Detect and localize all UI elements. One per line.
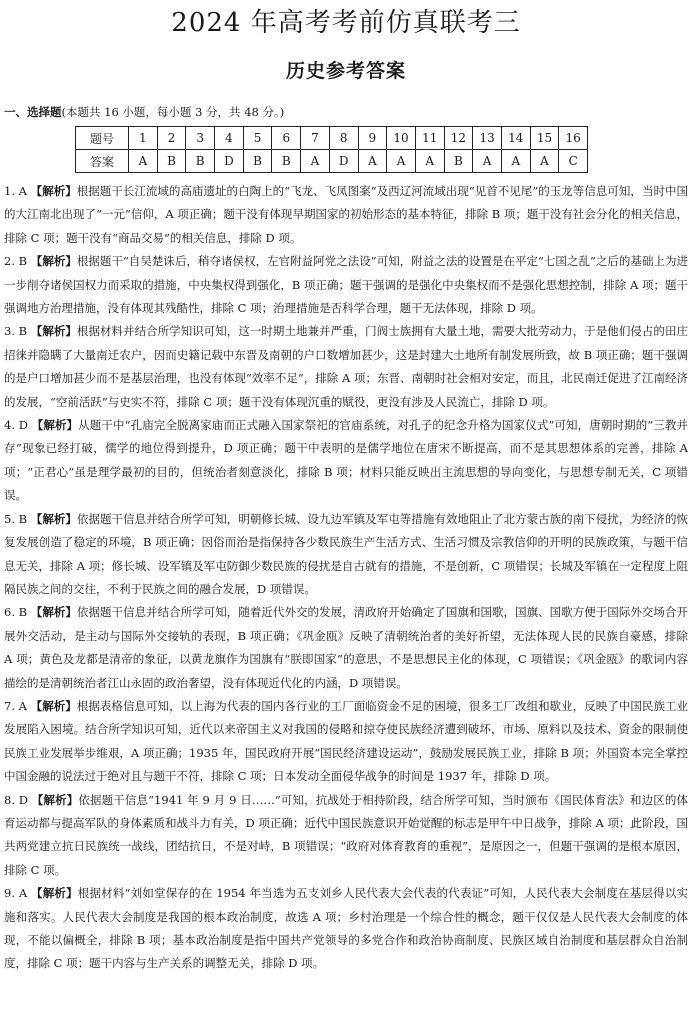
- section-note: (本题共 16 小题，每小题 3 分，共 48 分。): [61, 105, 285, 119]
- explanation-item: [4, 508, 688, 602]
- answer-cell: A: [501, 150, 530, 173]
- section-label: 一、选择题: [4, 105, 62, 119]
- answer-cell: C: [559, 150, 588, 173]
- analysis-tag: 【解析】: [31, 792, 79, 807]
- explanation-item: [4, 414, 688, 508]
- explanation-text: 依据题干信息“1941 年 9 月 9 日……”可知，抗战处于相持阶段，结合所学可知，当时颁布《国民体育法》和边区的体育运动都与提高军队的身体素质和战斗力有关，D 项正确；近代中国民族意识开始觉醒的标志是甲午中日战争，排除 A 项；此阶段，国共两党建立抗日民族统一战线，团结抗日，不是对峙，B 项错误；“政府对体育教育的重视”，是原因之一，但题干强调的是根本原因，排除 C 项。: [4, 792, 689, 877]
- answer-cell: D: [329, 150, 358, 173]
- answer-table-number-row: [76, 127, 588, 150]
- explanation-item: [4, 180, 688, 250]
- explanation-text: 从题干中“孔庙完全脱离家庙而正式融入国家祭祀的官庙系统，对孔子的纪念升格为国家仪式”可知，唐朝时期的“三教并存”现象已经打破，儒学的地位得到提升，D 项正确；题干中表明的是儒学地位在唐宋不断提高，而不是其思想体系的完善，排除 A 项；“正君心”虽是理学最初的目的，但统治者刻意淡化，排除 B 项；材料只能反映出主流思想的导向变化，与思想专制无关，C 项错误。: [4, 418, 689, 503]
- answer-cell: A: [530, 150, 559, 173]
- answer-cell: A: [473, 150, 502, 173]
- question-number-cell: 14: [501, 127, 530, 150]
- answer-cell: B: [157, 150, 186, 173]
- answer-cell: B: [444, 150, 473, 173]
- row-label-answer: 答案: [76, 150, 129, 173]
- question-answer-label: 4. D: [4, 418, 28, 433]
- question-answer-label: 9. A: [4, 886, 28, 901]
- explanation-item: [4, 789, 688, 883]
- question-number-cell: 1: [129, 127, 158, 150]
- answer-cell: B: [186, 150, 215, 173]
- explanation-item: [4, 320, 688, 414]
- page-title: 2024 年高考考前仿真联考三: [171, 8, 521, 38]
- analysis-tag: 【解析】: [31, 886, 78, 901]
- explanation-text: 根据表格信息可知，以上海为代表的国内各行业的工厂面临资金不足的困境，很多工厂改组和歇业，反映了中国民族工业发展陷入困境。结合所学知识可知，近代以来帝国主义对我国的侵略和掠夺使民族经济遭到破坏，市场、原料以及技术、资金的限制使民族工业发展举步维艰，A 项正确；1935 年，国民政府开展“国民经济建设运动”，鼓励发展民族工业，排除 B 项；外国资本完全掌控中国金融的说法过于绝对且与题干不符，排除 C 项；日本发动全面侵华战争的时间是 1937 年，排除 D 项。: [4, 698, 689, 784]
- answer-table: [75, 126, 588, 173]
- question-answer-label: 2. B: [4, 254, 28, 269]
- answer-table-answer-row: [76, 150, 588, 173]
- answer-cell: A: [301, 150, 330, 173]
- question-number-cell: 7: [301, 127, 330, 150]
- question-number-cell: 5: [243, 127, 272, 150]
- question-answer-label: 8. D: [4, 792, 28, 807]
- question-answer-label: 7. A: [4, 698, 27, 713]
- answer-cell: A: [415, 150, 444, 173]
- question-number-cell: 12: [444, 127, 473, 150]
- question-number-cell: 6: [272, 127, 301, 150]
- question-number-cell: 13: [473, 127, 502, 150]
- explanation-text: 根据材料“刘如堂保存的在 1954 年当选为五支刘乡人民代表大会代表的代表证”可知，人民代表大会制度在基层得以实施和落实。人民代表大会制度是我国的根本政治制度，故选 A 项；乡村治理是一个综合性的概念，题干仅仅是人民代表大会制度的体现，不能以偏概全，排除 B 项；基本政治制度是指中国共产党领导的多党合作和政治协商制度、民族区域自治制度和基层群众自治制度，排除 C 项；题干内容与生产关系的调整无关，排除 D 项。: [4, 886, 689, 971]
- question-number-cell: 3: [186, 127, 215, 150]
- analysis-tag: 【解析】: [30, 324, 77, 339]
- answer-cell: B: [272, 150, 301, 173]
- answer-cell: A: [129, 150, 158, 173]
- question-number-cell: 16: [559, 127, 588, 150]
- question-number-cell: 8: [329, 127, 358, 150]
- question-answer-label: 3. B: [4, 324, 28, 339]
- question-answer-label: 5. B: [4, 511, 28, 526]
- explanation-item: [4, 250, 688, 320]
- page-subtitle: 历史参考答案: [285, 60, 406, 82]
- analysis-tag: 【解析】: [30, 605, 77, 620]
- section-heading: [4, 104, 284, 120]
- question-answer-label: 1. A: [4, 184, 27, 198]
- question-number-cell: 9: [358, 127, 387, 150]
- question-number-cell: 11: [415, 127, 444, 150]
- question-number-cell: 15: [530, 127, 559, 150]
- explanation-text: 依据题干信息并结合所学可知，随着近代外交的发展，清政府开始确定了国旗和国歌，国旗、国歌方便于国际外交场合开展外交活动，是主动与国际外交接轨的表现，B 项正确；《巩金瓯》反映了清朝统治者的美好祈望，无法体现人民的民族自豪感，排除 A 项；黄色及龙都是清帝的象征，以黄龙旗作为国旗有“朕即国家”的意思，不是思想民主化的体现，C 项错误；《巩金瓯》的歌词内容描绘的是清朝统治者江山永固的政治奢望，没有体现近代化的内涵，D 项错误。: [4, 605, 688, 690]
- analysis-tag: 【解析】: [30, 511, 77, 526]
- analysis-tag: 【解析】: [31, 418, 79, 433]
- explanation-text: 依据题干信息并结合所学可知，明朝修长城、设九边军镇及军屯等措施有效地阻止了北方蒙古族的南下侵扰，为经济的恢复发展创造了稳定的环境，B 项正确；因俗而治是指保持各少数民族生产生活方式、生活习惯及宗教信仰的开明的民族政策，与题干信息无关，排除 A 项；修长城、设军镇及军屯防御少数民族的侵扰是自古就有的措施，不是创新，C 项错误；长城及军镇在一定程度上阻隔民族之间的交往，不利于民族之间的融合发展，D 项错误。: [4, 511, 688, 596]
- question-number-cell: 4: [215, 127, 244, 150]
- question-number-cell: 2: [157, 127, 186, 150]
- explanation-text: 根据题干长江流域的高庙遗址的白陶上的“飞龙、飞凤图案”及西辽河流域出现“见首不见尾”的玉龙等信息可知，当时中国的大江南北出现了“一元”信仰，A 项正确；题干没有体现早期国家的初始形态的基本特征，排除 B 项；题干没有社会分化的相关信息，排除 C 项；题干没有“商品交易”的相关信息，排除 D 项。: [4, 184, 689, 245]
- explanation-item: [4, 882, 688, 976]
- explanations-list: [4, 180, 688, 976]
- explanation-text: 根据题干“自吴楚诛后，稍夺诸侯权，左官附益阿党之法设”可知，附益之法的设置是在平定“七国之乱”之后的基础上为进一步削夺诸侯国权力而采取的措施，中央集权得到强化，B 项正确；题干强调的是强化中央集权而不是强化思想控制，排除 A 项；题干强调地方治理措施，没有体现其残酷性，排除 C 项；治理措施是否科学合理，题干无法体现，排除 D 项。: [4, 254, 689, 316]
- analysis-tag: 【解析】: [30, 184, 77, 198]
- question-number-cell: 10: [387, 127, 416, 150]
- answer-cell: A: [387, 150, 416, 173]
- explanation-text: 根据材料并结合所学知识可知，这一时期土地兼并严重，门阀士族拥有大量土地，需要大批劳动力，于是他们侵占的田庄招徕并隐瞒了大量南迁农户，因而史籍记载中东晋及南朝的户口数增加甚少，这是封建大土地所有制发展所致，故 B 项正确；题干强调的是户口增加甚少而不是基层治理，也没有体现“效率不足”，排除 A 项；东晋、南朝时社会相对安定，而且，北民南迁促进了江南经济的发展，“空前活跃”与史实不符，排除 C 项；题干没有体现沉重的赋役，更没有涉及人民流亡，排除 D 项。: [4, 324, 688, 409]
- answer-cell: D: [215, 150, 244, 173]
- row-label-number: 题号: [76, 127, 129, 150]
- explanation-item: [4, 695, 688, 789]
- answer-cell: A: [358, 150, 387, 173]
- explanation-item: [4, 601, 688, 695]
- analysis-tag: 【解析】: [30, 698, 77, 713]
- question-answer-label: 6. B: [4, 605, 28, 620]
- analysis-tag: 【解析】: [30, 254, 77, 269]
- answer-cell: B: [243, 150, 272, 173]
